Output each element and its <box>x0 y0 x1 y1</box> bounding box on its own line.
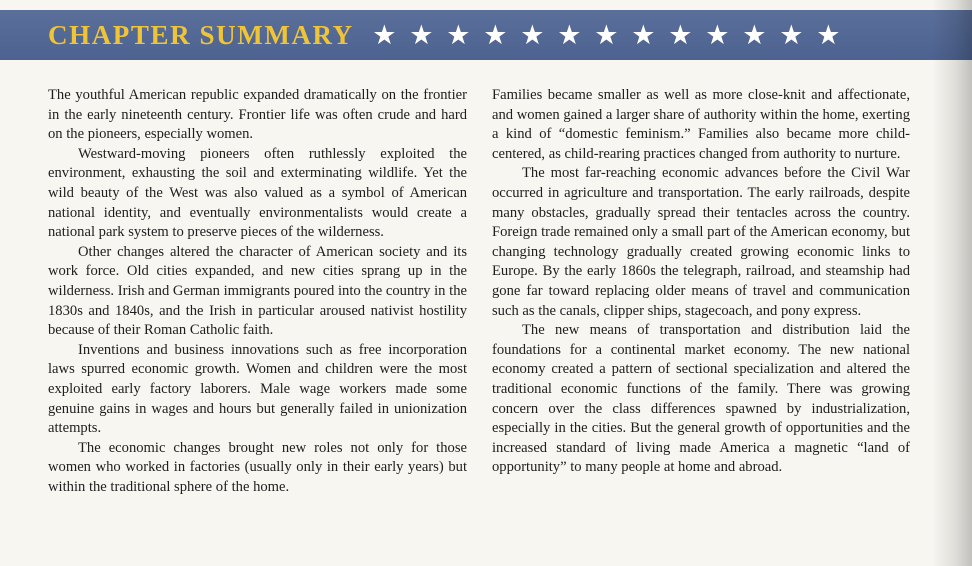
star-icon: ★ <box>742 19 767 50</box>
paragraph: Families became smaller as well as more close-knit and affectionate, and women gained a larger share of authority within the home, exerting a kind of “domestic feminism.” Families also became more child-centered, as child-rearing practices changed from authority to nurture. <box>492 87 910 162</box>
star-icon: ★ <box>816 19 841 50</box>
star-icon: ★ <box>557 19 582 50</box>
paragraph: Inventions and business innovations such as free incorporation laws spurred economic growth. Women and children were the most exploited early factory laborers. Male wage workers made some genuine gains in wages and hours but generally failed in unionization attempts. <box>48 341 467 437</box>
star-icon: ★ <box>631 19 656 50</box>
star-row <box>366 19 847 50</box>
paragraph: The economic changes brought new roles not only for those women who worked in factories (usually only in their early years) but within the traditional sphere of the home. <box>48 439 467 495</box>
right-column <box>492 86 910 478</box>
star-icon: ★ <box>409 19 434 50</box>
paragraph: The youthful American republic expanded dramatically on the frontier in the early nineteenth century. Frontier life was often crude and hard on the pioneers, especially women. <box>48 87 467 143</box>
star-icon: ★ <box>483 19 508 50</box>
page-binding-shadow <box>932 0 972 566</box>
paragraph: The most far-reaching economic advances before the Civil War occurred in agriculture and transportation. The early railroads, despite many obstacles, gradually spread their tentacles across the country. Foreign trade remained only a small part of the American economy, but changing technology gradually created growing economic links to Europe. By the early 1860s the telegraph, railroad, and steamship had gone far toward replacing older means of travel and communication such as the canals, clipper ships, stagecoach, and pony express. <box>492 165 910 319</box>
star-icon: ★ <box>779 19 804 50</box>
star-icon: ★ <box>705 19 730 50</box>
star-icon: ★ <box>668 19 693 50</box>
paragraph: The new means of transportation and distribution laid the foundations for a continental market economy. The new national economy created a pattern of sectional specialization and altered the traditional economic functions of the family. There was growing concern over the class differences spawned by industrialization, especially in the cities. But the general growth of opportunities and the increased standard of living made America a magnetic “land of opportunity” to many people at home and abroad. <box>492 322 910 476</box>
paragraph: Other changes altered the character of American society and its work force. Old cities expanded, and new cities sprang up in the wilderness. Irish and German immigrants poured into the country in the 1830s and 1840s, and the Irish in particular aroused nativist hostility because of their Roman Catholic faith. <box>48 243 467 339</box>
chapter-summary-banner <box>0 10 972 60</box>
star-icon: ★ <box>520 19 545 50</box>
star-icon: ★ <box>372 19 397 50</box>
banner-title: CHAPTER SUMMARY <box>48 19 354 50</box>
left-column <box>48 86 467 497</box>
star-icon: ★ <box>446 19 471 50</box>
paragraph: Westward-moving pioneers often ruthlessly exploited the environment, exhausting the soil and exterminating wildlife. Yet the wild beauty of the West was also valued as a symbol of American national identity, and eventually environmentalists would create a national park system to preserve pieces of the wilderness. <box>48 145 467 241</box>
star-icon: ★ <box>594 19 619 50</box>
